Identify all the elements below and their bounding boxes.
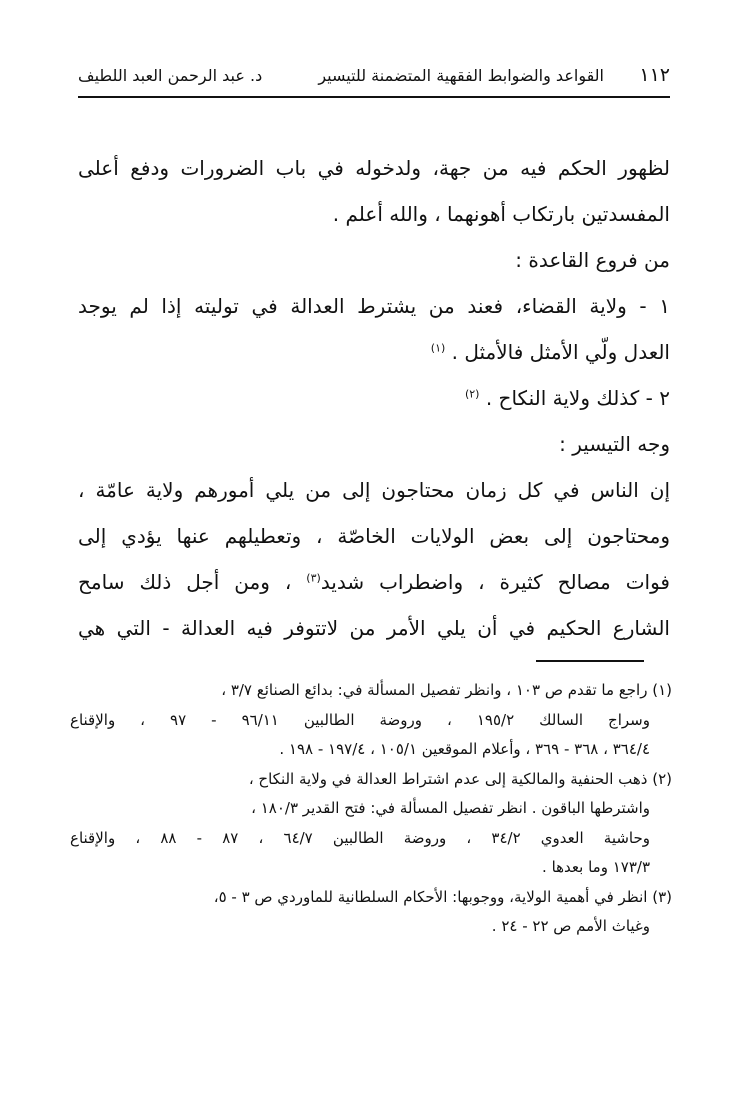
- footnote-2-line: (٢) ذهب الحنفية والمالكية إلى عدم اشتراط العدالة في ولاية النكاح ،: [248, 769, 672, 788]
- footnote-ref: (٢): [464, 387, 480, 401]
- footnote-ref: (١): [430, 341, 446, 355]
- section-heading: وجه التيسير :: [559, 432, 670, 456]
- body-line: ١ - ولاية القضاء، فعند من يشترط العدالة في توليته إذا لم يوجد: [78, 294, 670, 318]
- body-line: [78, 375, 670, 421]
- footnote-1-line: (١) راجع ما تقدم ص ١٠٣ ، وانظر تفصيل المسألة في: بدائع الصنائع ٣/٧ ،: [221, 681, 672, 699]
- running-header: [78, 60, 670, 98]
- page-number: ١١٢: [639, 64, 670, 86]
- body-line: [78, 329, 670, 375]
- main-text: [78, 145, 670, 651]
- footnote-2-line: وحاشية العدوي ٣٤/٢ ، وروضة الطالبين ٦٤/٧ ، ٨٧ - ٨٨ ، والإقناع: [70, 828, 651, 847]
- body-text-span: العدل ولّي الأمثل فالأمثل .: [451, 340, 670, 364]
- footnote-2-line: ١٧٣/٣ وما بعدها .: [542, 858, 650, 876]
- body-line: لظهور الحكم فيه من جهة، ولدخوله في باب الضرورات ودفع أعلى: [78, 156, 670, 180]
- section-heading: من فروع القاعدة :: [515, 248, 670, 272]
- body-line: الشارع الحكيم في أن يلي الأمر من لاتتوفر فيه العدالة - التي هي: [78, 616, 670, 640]
- footnote-1-line: ٣٦٤/٤ ، ٣٦٨ - ٣٦٩ ، وأعلام الموقعين ١٠٥/١ ، ١٩٧/٤ - ١٩٨ .: [279, 740, 650, 758]
- footnote-2-line: واشترطها الباقون . انظر تفصيل المسألة في: فتح القدير ١٨٠/٣ ،: [251, 799, 650, 817]
- footnotes: [70, 676, 672, 942]
- body-line: إن الناس في كل زمان محتاجون إلى من يلي أمورهم ولاية عامّة ،: [78, 478, 670, 502]
- footnote-ref: (٣): [306, 571, 321, 585]
- body-line: [78, 559, 670, 605]
- footnote-separator: [536, 660, 644, 662]
- book-title: القواعد والضوابط الفقهية المتضمنة للتيسير: [318, 66, 604, 85]
- body-line: المفسدتين بارتكاب أهونهما ، والله أعلم .: [332, 202, 670, 226]
- body-text-span: ، ومن أجل ذلك سامح: [78, 570, 292, 594]
- footnote-1-line: وسراج السالك ١٩٥/٢ ، وروضة الطالبين ٩٦/١١ - ٩٧ ، والإقناع: [70, 710, 650, 729]
- author-name: د. عبد الرحمن العبد اللطيف: [78, 66, 263, 85]
- body-text-span: ٢ - كذلك ولاية النكاح .: [485, 386, 670, 410]
- body-text-span: فوات مصالح كثيرة ، واضطراب شديد: [320, 570, 670, 594]
- body-line: ومحتاجون إلى بعض الولايات الخاصّة ، وتعطيلهم عنها يؤدي إلى: [78, 524, 670, 548]
- footnote-3-line: (٣) انظر في أهمية الولاية، ووجوبها: الأحكام السلطانية للماوردي ص ٣ - ٥،: [213, 887, 672, 906]
- footnote-3-line: وغياث الأمم ص ٢٢ - ٢٤ .: [491, 917, 650, 935]
